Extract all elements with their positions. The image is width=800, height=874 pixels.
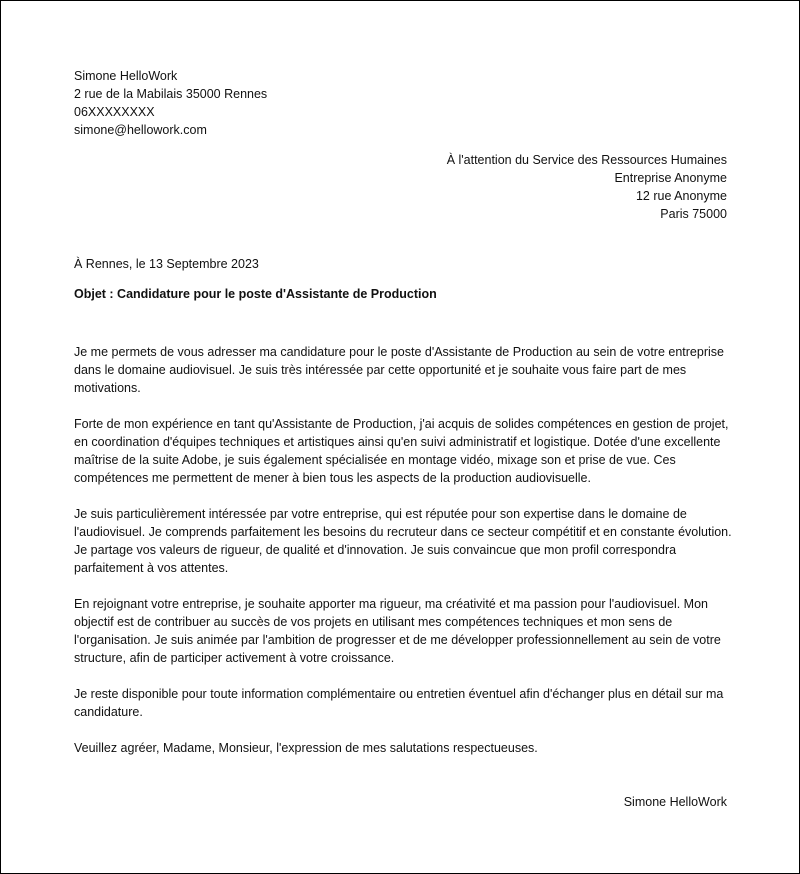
letter-date: À Rennes, le 13 Septembre 2023 [74, 257, 259, 271]
sender-phone: 06XXXXXXXX [74, 105, 155, 119]
sender-address: 2 rue de la Mabilais 35000 Rennes [74, 87, 268, 101]
closing-paragraph: Veuillez agréer, Madame, Monsieur, l'expression de mes salutations respectueuses. [74, 741, 538, 755]
sender-block [74, 67, 267, 139]
body-paragraph: En rejoignant votre entreprise, je souhaite apporter ma rigueur, ma créativité et ma passion pour l'audiovisuel. Mon objectif est de contribuer au succès de vos projets en utilisant mes compétences techniques et mon sens de l'organisation. Je suis animée par l'ambition de progresser et de me développer professionnellement au sein de votre structure, afin de participer activement à votre croissance. [74, 597, 721, 665]
letter-subject: Objet : Candidature pour le poste d'Assistante de Production [74, 287, 437, 301]
signature: Simone HelloWork [623, 795, 727, 809]
recipient-street: 12 rue Anonyme [635, 189, 727, 203]
sender-email: simone@hellowork.com [74, 123, 207, 137]
sender-name: Simone HelloWork [74, 69, 178, 83]
letter-body [74, 343, 734, 775]
recipient-block [447, 151, 727, 223]
recipient-city: Paris 75000 [660, 207, 727, 221]
recipient-attention: À l'attention du Service des Ressources Humaines [446, 153, 727, 167]
body-paragraph: Je suis particulièrement intéressée par votre entreprise, qui est réputée pour son expertise dans le domaine de l'audiovisuel. Je comprends parfaitement les besoins du recruteur dans ce secteur compétitif et en constante évolution. Je partage vos valeurs de rigueur, de qualité et d'innovation. Je suis convaincue que mon profil correspondra parfaitement à vos attentes. [74, 507, 732, 575]
body-paragraph: Je reste disponible pour toute information complémentaire ou entretien éventuel afin d'échanger plus en détail sur ma candidature. [74, 687, 724, 719]
recipient-company: Entreprise Anonyme [614, 171, 727, 185]
body-paragraph: Forte de mon expérience en tant qu'Assistante de Production, j'ai acquis de solides compétences en gestion de projet, en coordination d'équipes techniques et artistiques ainsi qu'en suivi administratif et logistique. Dotée d'une excellente maîtrise de la suite Adobe, je suis également spécialisée en montage vidéo, mixage son et prise de vue. Ces compétences me permettent de mener à bien tous les aspects de la production audiovisuelle. [74, 417, 729, 485]
body-paragraph: Je me permets de vous adresser ma candidature pour le poste d'Assistante de Production au sein de votre entreprise dans le domaine audiovisuel. Je suis très intéressée par cette opportunité et je souhaite vous faire part de mes motivations. [74, 345, 724, 395]
